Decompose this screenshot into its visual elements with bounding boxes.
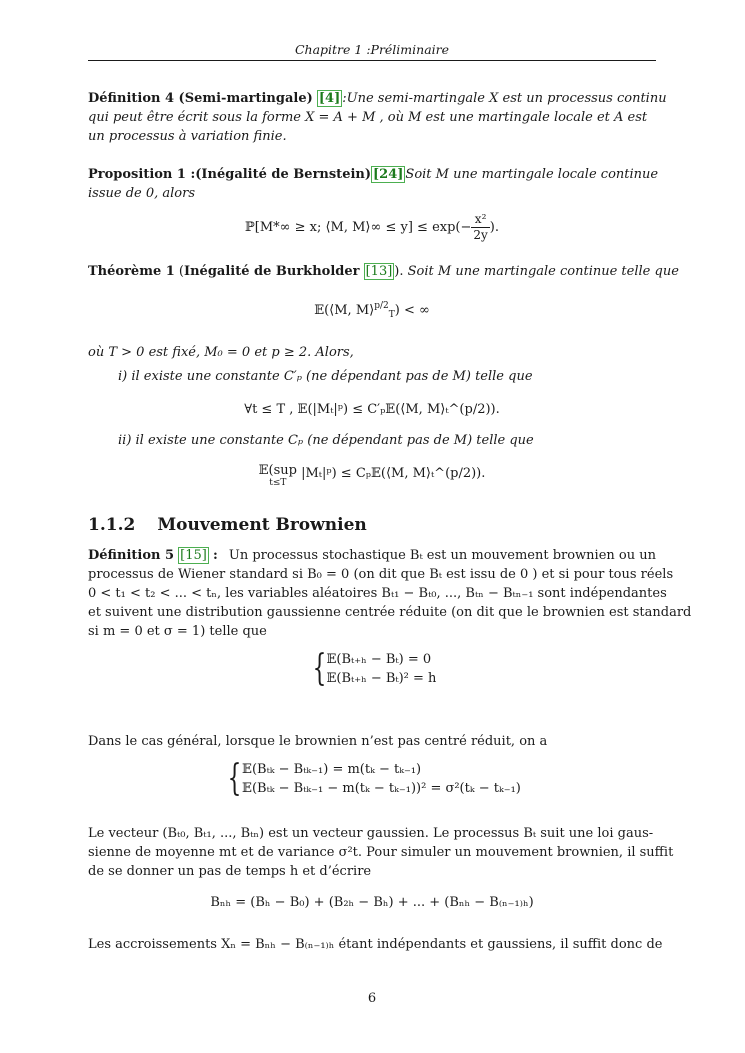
definition-5-line-3: 0 < t₁ < t₂ < ... < tₙ, les variables aléatoires Bₜ₁ − Bₜ₀, ..., Bₜₙ − Bₜₙ₋₁ sont indépendantes: [88, 586, 667, 601]
theorem-1-conditions: où T > 0 est fixé, M₀ = 0 et p ≥ 2. Alors,: [88, 345, 354, 360]
item-1-formula: ∀t ≤ T , 𝔼(|Mₜ|ᵖ) ≤ C′ₚ𝔼(⟨M, M⟩ₜ^(p/2)).: [244, 402, 500, 417]
definition-5-line-4: et suivent une distribution gaussienne centrée réduite (on dit que le brownien est standard: [88, 605, 692, 620]
definition-5-line-2: processus de Wiener standard si B₀ = 0 (on dit que Bₜ est issu de 0 ) et si pour tous réels: [88, 567, 674, 582]
gaussian-vector-paragraph: [88, 824, 674, 881]
citation-link[interactable]: [13]: [365, 264, 393, 279]
theorem-item-1: i) il existe une constante C′ₚ (ne dépendant pas de M) telle que: [118, 369, 533, 384]
definition-4-text-2: qui peut être écrit sous la forme X = A + M , où M est une martingale locale et A est: [88, 110, 648, 125]
section-number: 1.1.2: [88, 515, 136, 535]
fraction: $\frac{\text{x²}}{2y}$: [473, 212, 488, 242]
increment-sum-formula: Bₙₕ = (Bₕ − B₀) + (B₂ₕ − Bₕ) + ... + (Bₙₕ − B₍ₙ₋₁₎ₕ): [210, 895, 534, 910]
theorem-1-text: Soit M une martingale continue telle que: [407, 264, 679, 279]
page-number: 6: [367, 991, 377, 1006]
general-case-intro: Dans le cas général, lorsque le brownien n’est pas centré réduit, on a: [88, 734, 548, 749]
proposition-1-text-2: issue de 0, alors: [88, 186, 196, 201]
proposition-1-label: Proposition 1 :(Inégalité de Bernstein): [88, 167, 372, 182]
citation-link[interactable]: [24]: [373, 167, 404, 182]
paragraph-line-1: Le vecteur (Bₜ₀, Bₜ₁, ..., Bₜₙ) est un vecteur gaussien. Le processus Bₜ suit une loi gaus-: [88, 826, 654, 841]
definition-4: [88, 89, 667, 146]
formula-left: ℙ[M*∞ ≥ x; ⟨M, M⟩∞ ≤ y] ≤ exp(−: [244, 220, 472, 235]
paragraph-line-3: de se donner un pas de temps h et d’écrire: [88, 864, 372, 879]
left-brace: {: [312, 648, 326, 689]
definition-4-text-1: :Une semi-martingale X est un processus continu: [342, 91, 667, 106]
proposition-1: [88, 165, 659, 203]
bernstein-formula: [88, 212, 656, 243]
citation-link[interactable]: [15]: [180, 548, 207, 563]
proposition-1-text-1: Soit M une martingale locale continue: [405, 167, 659, 182]
paragraph-line-2: sienne de moyenne mt et de variance σ²t. Pour simuler un mouvement brownien, il suffit: [88, 845, 674, 860]
running-header: Chapitre 1 :Préliminaire: [294, 42, 450, 57]
brownian-system: { 𝔼(Bₜ₊ₕ − Bₜ) = 0 𝔼(Bₜ₊ₕ − Bₜ)² = h: [312, 648, 437, 689]
definition-5-line-5: si m = 0 et σ = 1) telle que: [88, 624, 267, 639]
citation-link[interactable]: [4]: [318, 91, 341, 106]
last-line: Les accroissements Xₙ = Bₙₕ − B₍ₙ₋₁₎ₕ étant indépendants et gaussiens, il suffit donc de: [88, 937, 663, 952]
section-heading: [88, 516, 367, 535]
theorem-1-label: Théorème 1: [88, 264, 175, 279]
definition-4-text-3: un processus à variation finie.: [88, 129, 287, 144]
definition-5: Définition 5 [15] : Un processus stochastique Bₜ est un mouvement brownien ou un processus de Wiener standard si B₀ = 0 (on dit que Bₜ est issu de 0 ) et si pour tous réels 0 < t₁ < t₂ < ... < tₙ, les variables aléatoires Bₜ₁ − Bₜ₀, ..., Bₜₙ − Bₜₙ₋₁ sont indépendantes et suivent une distribution gaussienne centrée réduite (on dit que le brownien est standard si m = 0 et σ = 1) telle que: [88, 548, 692, 639]
sup-operator: 𝔼(sup t≤T: [258, 463, 297, 488]
burkholder-condition: 𝔼(⟨M, M⟩$^{p/2}_T$) < ∞: [314, 301, 430, 320]
left-brace: {: [227, 758, 242, 799]
definition-4-label: Définition 4 (Semi-martingale): [88, 91, 313, 106]
header-rule: [88, 60, 656, 61]
formula-right: ).: [489, 220, 500, 235]
definition-5-line-1: Un processus stochastique Bₜ est un mouvement brownien ou un: [228, 548, 656, 563]
theorem-1-name: Inégalité de Burkholder: [184, 264, 360, 279]
item-2-formula: 𝔼(sup t≤T |Mₜ|ᵖ) ≤ Cₚ𝔼(⟨M, M⟩ₜ^(p/2)).: [258, 463, 486, 488]
general-system: { 𝔼(Bₜₖ − Bₜₖ₋₁) = m(tₖ − tₖ₋₁) 𝔼(Bₜₖ − Bₜₖ₋₁ − m(tₖ − tₖ₋₁))² = σ²(tₖ − tₖ₋₁): [227, 758, 521, 799]
theorem-1: Théorème 1 (Inégalité de Burkholder [13] ). Soit M une martingale continue telle que: [88, 264, 679, 279]
theorem-item-2: ii) il existe une constante Cₚ (ne dépendant pas de M) telle que: [118, 433, 534, 448]
definition-5-label: Définition 5: [88, 548, 175, 563]
section-title: Mouvement Brownien: [157, 515, 367, 535]
